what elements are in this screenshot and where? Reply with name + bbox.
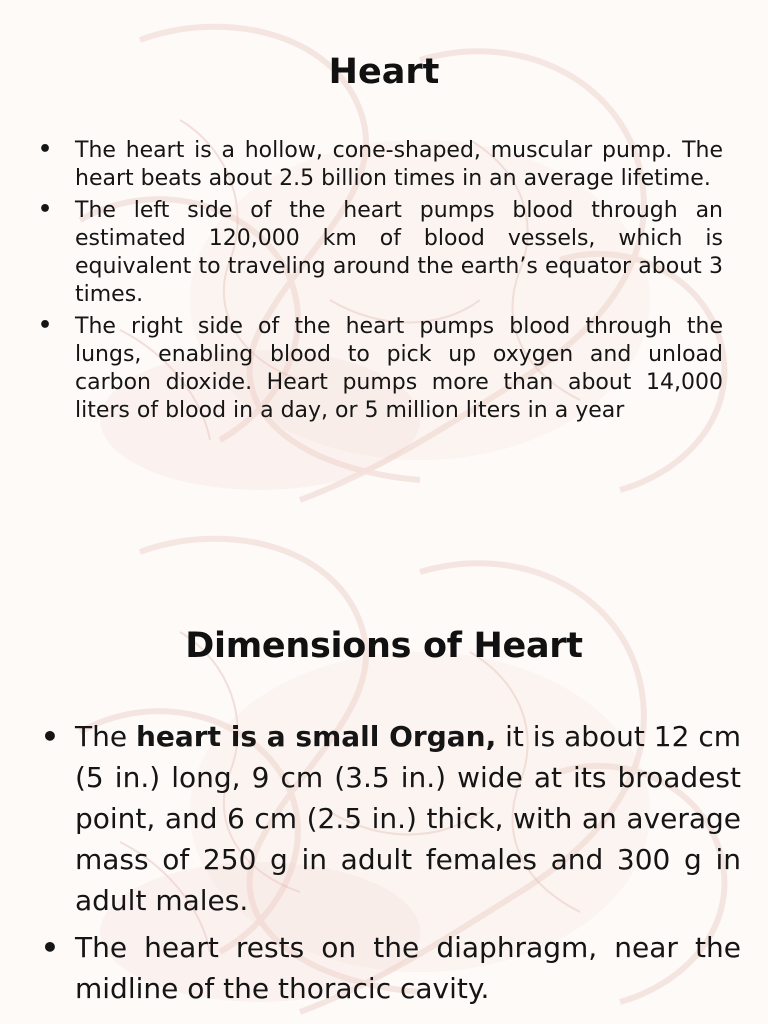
bullet-text-emphasis: heart is a small Organ, xyxy=(135,720,497,753)
bullet-icon: • xyxy=(38,137,53,162)
bullet-list xyxy=(41,716,741,1015)
list-item xyxy=(41,927,741,1009)
list-item xyxy=(38,137,723,193)
bullet-icon: • xyxy=(41,931,59,964)
bullet-text-lead: The xyxy=(75,720,136,753)
bullet-text: The heart is a hollow, cone-shaped, muscular pump. The heart beats about 2.5 billion times in an average lifetime. xyxy=(75,138,723,191)
bullet-list xyxy=(38,137,723,429)
list-item xyxy=(41,716,741,921)
list-item xyxy=(38,313,723,425)
bullet-icon: • xyxy=(38,197,53,222)
bullet-icon: • xyxy=(38,313,53,338)
bullet-text: The right side of the heart pumps blood through the lungs, enabling blood to pick up oxygen and unload carbon dioxide. Heart pumps more than about 14,000 liters of blood in a day, or 5 million liters in a year xyxy=(75,314,723,423)
bullet-text-rest: it is about 12 cm (5 in.) long, 9 cm (3.5 in.) wide at its broadest point, and 6 cm (2.5 in.) thick, with an average mass of 250 g in adult females and 300 g in adult males. xyxy=(75,720,741,917)
bullet-text: The left side of the heart pumps blood through an estimated 120,000 km of blood vessels, which is equivalent to traveling around the earth’s equator about 3 times. xyxy=(75,198,723,307)
bullet-icon: • xyxy=(41,720,59,753)
slide-title: Heart xyxy=(328,52,440,92)
bullet-text: The heart rests on the diaphragm, near the midline of the thoracic cavity. xyxy=(75,931,741,1005)
slide-title: Dimensions of Heart xyxy=(185,626,583,666)
slide-dimensions-of-heart xyxy=(0,512,768,1024)
list-item xyxy=(38,197,723,309)
